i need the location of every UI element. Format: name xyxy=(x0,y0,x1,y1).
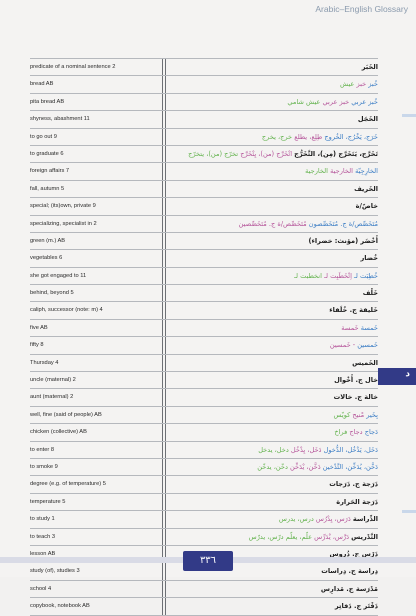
glossary-row xyxy=(30,355,378,372)
arabic-term: اِتْخَطَبِت لـ xyxy=(321,271,354,280)
column-divider xyxy=(162,285,166,301)
arabic-entry xyxy=(168,163,378,179)
english-entry: copybook, notebook AB xyxy=(30,603,90,610)
arabic-term: عيش xyxy=(340,80,355,89)
arabic-entry xyxy=(168,389,378,405)
arabic-term: خَرَج، يَخْرُج، الخُروج xyxy=(324,132,378,141)
arabic-term: خَليفة ج. خُلَفاء xyxy=(329,306,378,315)
arabic-entry xyxy=(168,459,378,475)
arabic-term: تخرّج (من)، يتخرّج xyxy=(188,149,239,158)
column-divider xyxy=(162,302,166,318)
arabic-term: الخَريف xyxy=(354,184,378,193)
arabic-entry xyxy=(168,94,378,110)
glossary-row xyxy=(30,476,378,493)
arabic-term: خبز عربي xyxy=(320,97,352,106)
glossary-row xyxy=(30,233,378,250)
letter-tab xyxy=(378,368,416,385)
arabic-entry xyxy=(168,372,378,388)
arabic-term: الخارِجِيّة xyxy=(355,167,378,176)
glossary-row xyxy=(30,302,378,319)
english-entry: temperature 5 xyxy=(30,498,66,505)
english-entry: fifty 8 xyxy=(30,342,44,349)
english-entry: school 4 xyxy=(30,585,52,592)
arabic-entry xyxy=(168,268,378,284)
english-entry: caliph, successor (note: m) 4 xyxy=(30,307,103,314)
arabic-term: الدِّراسة xyxy=(352,515,378,524)
column-divider xyxy=(162,494,166,510)
glossary-row xyxy=(30,94,378,111)
arabic-term: دَرَجة ج. دَرَجات xyxy=(329,480,378,489)
arabic-entry xyxy=(168,494,378,510)
glossary-row xyxy=(30,389,378,406)
glossary-row xyxy=(30,250,378,267)
english-entry: vegetables 6 xyxy=(30,255,63,262)
english-entry: predicate of a nominal sentence 2 xyxy=(30,64,116,70)
column-divider xyxy=(162,372,166,388)
arabic-term: خُضار xyxy=(360,254,378,263)
column-divider xyxy=(162,511,166,527)
glossary-row xyxy=(30,181,378,198)
english-entry: specializing, specialist in 2 xyxy=(30,220,97,227)
column-divider xyxy=(162,216,166,232)
english-entry: special; (its)own, private 9 xyxy=(30,203,96,210)
arabic-term: درس، يدرس xyxy=(278,515,314,524)
english-entry: well, fine (said of people) AB xyxy=(30,411,102,418)
arabic-term: طِلِع، يطلع xyxy=(292,132,325,141)
glossary-row xyxy=(30,511,378,528)
arabic-entry xyxy=(168,476,378,492)
english-entry: shyness, abashment 11 xyxy=(30,116,90,123)
arabic-term: دجاج xyxy=(347,428,365,437)
glossary-row xyxy=(30,581,378,598)
arabic-entry xyxy=(168,302,378,318)
arabic-term: درّس، يدرّس xyxy=(248,532,284,541)
glossary-row xyxy=(30,58,378,76)
arabic-term: دَرَجة الحَرارة xyxy=(336,497,378,506)
arabic-term: انخطبت لـ xyxy=(294,271,322,280)
arabic-term: مُتَخَصِّص/ة ج. مُتَخَصِّصين xyxy=(238,219,309,228)
english-entry: to go out 9 xyxy=(30,133,57,140)
column-divider xyxy=(162,181,166,197)
arabic-term: دَخَل، يِدْخُل xyxy=(288,445,324,454)
arabic-term: تَخَرَّج، يَتَخَرَّج (مِن)، التَّخَرُّج xyxy=(294,149,378,158)
arabic-entry xyxy=(168,250,378,266)
glossary-row xyxy=(30,129,378,146)
arabic-term: خالة ج. خالات xyxy=(333,393,378,402)
english-entry: behind, beyond 5 xyxy=(30,290,74,297)
page-number: ٣٣٦ xyxy=(183,551,233,571)
column-divider xyxy=(162,476,166,492)
glossary-row xyxy=(30,529,378,546)
english-entry: uncle (maternal) 2 xyxy=(30,377,76,384)
arabic-term: دِراسة ج. دِراسات xyxy=(321,567,378,576)
arabic-term: علّم، يعلّم xyxy=(283,532,313,541)
english-entry: green (m.) AB xyxy=(30,237,66,244)
arabic-term: مَدْرَسة ج. مَدارِس xyxy=(320,584,378,593)
arabic-term: دَخَّن، يْدَخِّن xyxy=(287,462,323,471)
arabic-term: دَخَل، يَدْخُل، الدُّخول xyxy=(323,445,378,454)
glossary-row xyxy=(30,337,378,354)
arabic-entry xyxy=(168,355,378,371)
english-entry: chicken (collective) AB xyxy=(30,429,87,436)
arabic-term: خاصّ/ة xyxy=(355,202,378,211)
column-divider xyxy=(162,198,166,214)
column-divider xyxy=(162,59,166,75)
side-marker-bottom xyxy=(402,510,416,513)
column-divider xyxy=(162,233,166,249)
glossary-row xyxy=(30,407,378,424)
glossary-row xyxy=(30,111,378,128)
arabic-term: دَفْتَر ج. دَفاتِر xyxy=(334,602,378,611)
glossary-row xyxy=(30,442,378,459)
english-entry: study (of), studies 3 xyxy=(30,568,80,575)
english-entry: lesson AB xyxy=(30,550,56,557)
column-divider xyxy=(162,337,166,353)
arabic-entry xyxy=(168,129,378,145)
arabic-term: عيش شامي xyxy=(287,97,321,106)
arabic-term: خَمسة xyxy=(341,323,361,332)
english-entry: degree (e.g. of temperature) 5 xyxy=(30,481,106,488)
column-divider xyxy=(162,129,166,145)
english-entry: pita bread AB xyxy=(30,98,65,105)
arabic-entry xyxy=(168,407,378,423)
arabic-term: مُتَخَصِّص/ة ج. مُتَخَصِّصون xyxy=(308,219,378,228)
glossary-row xyxy=(30,598,378,615)
glossary-row xyxy=(30,372,378,389)
column-divider xyxy=(162,250,166,266)
english-entry: five AB xyxy=(30,324,48,331)
english-entry: Thursday 4 xyxy=(30,359,59,366)
arabic-entry xyxy=(168,598,378,614)
arabic-term: دَجاج xyxy=(364,428,378,437)
english-entry: to graduate 6 xyxy=(30,150,64,157)
arabic-term: مْنيح xyxy=(350,410,367,419)
arabic-entry xyxy=(168,216,378,232)
arabic-term: دَخَّن، يُدَخِّن، التَّدْخين xyxy=(322,462,378,471)
glossary-row xyxy=(30,268,378,285)
arabic-entry xyxy=(168,511,378,527)
arabic-term: التَّدْريس xyxy=(351,532,378,541)
arabic-term: أَخْضَر (مؤنث: خضراء) xyxy=(308,236,378,245)
column-divider xyxy=(162,424,166,440)
arabic-entry xyxy=(168,59,378,75)
arabic-term: الخارجية xyxy=(305,167,328,176)
arabic-term: دَرَس، يِدْرُس xyxy=(313,515,353,524)
column-divider xyxy=(162,320,166,336)
column-divider xyxy=(162,146,166,162)
column-divider xyxy=(162,459,166,475)
arabic-term: الخَجَل xyxy=(357,115,378,124)
arabic-entry xyxy=(168,111,378,127)
english-entry: to study 1 xyxy=(30,516,55,523)
glossary-row xyxy=(30,216,378,233)
arabic-entry xyxy=(168,198,378,214)
column-divider xyxy=(162,76,166,92)
side-marker-top xyxy=(402,114,416,117)
arabic-entry xyxy=(168,581,378,597)
arabic-term: الخارجية xyxy=(328,167,356,176)
arabic-entry xyxy=(168,529,378,545)
arabic-term: دخل، يدخل xyxy=(258,445,289,454)
arabic-entry xyxy=(168,320,378,336)
arabic-term: كويّس xyxy=(333,410,351,419)
arabic-entry xyxy=(168,233,378,249)
english-entry: bread AB xyxy=(30,81,54,88)
column-divider xyxy=(162,442,166,458)
glossary-row xyxy=(30,494,378,511)
english-entry: to teach 3 xyxy=(30,533,55,540)
column-divider xyxy=(162,111,166,127)
glossary-row xyxy=(30,146,378,163)
arabic-term: دَرَّس، يْدَرِّس xyxy=(312,532,352,541)
arabic-entry xyxy=(168,442,378,458)
arabic-term: الخَبَر xyxy=(361,63,378,71)
column-divider xyxy=(162,94,166,110)
arabic-term: دَرْس ج. دُروس xyxy=(329,549,378,558)
arabic-term: خُبز xyxy=(368,80,378,89)
english-entry: fall, autumn 5 xyxy=(30,185,65,192)
glossary-row xyxy=(30,320,378,337)
arabic-entry xyxy=(168,285,378,301)
arabic-term: خُبز عربي xyxy=(351,97,378,106)
english-entry: she got engaged to 11 xyxy=(30,272,87,279)
arabic-term: خَمسة xyxy=(360,323,378,332)
arabic-term: خُطِبَت لـ xyxy=(354,271,378,280)
column-divider xyxy=(162,268,166,284)
english-entry: to enter 8 xyxy=(30,446,55,453)
arabic-term: خبز xyxy=(354,80,369,89)
glossary-row xyxy=(30,163,378,180)
column-divider xyxy=(162,355,166,371)
arabic-term: الخَميس xyxy=(352,358,378,367)
arabic-entry xyxy=(168,337,378,353)
arabic-entry xyxy=(168,181,378,197)
arabic-term: اتْخَرَّج (من)، يِتْخَرَّج xyxy=(238,149,295,158)
arabic-term: بِخَير xyxy=(366,410,378,419)
glossary-row xyxy=(30,459,378,476)
arabic-term: خرج، يخرج xyxy=(261,132,293,141)
arabic-term: خَلْف xyxy=(362,289,378,298)
arabic-entry xyxy=(168,76,378,92)
arabic-term: فراخ xyxy=(334,428,348,437)
column-divider xyxy=(162,163,166,179)
column-divider xyxy=(162,407,166,423)
english-entry: foreign affairs 7 xyxy=(30,168,70,175)
arabic-term: - خَمسين xyxy=(329,341,358,350)
glossary-row xyxy=(30,76,378,93)
letter-tab-label: د xyxy=(405,369,410,379)
page-header-title: Arabic–English Glossary xyxy=(315,4,408,14)
glossary-row xyxy=(30,285,378,302)
english-entry: to smoke 9 xyxy=(30,463,58,470)
column-divider xyxy=(162,581,166,597)
column-divider xyxy=(162,389,166,405)
column-divider xyxy=(162,529,166,545)
arabic-entry xyxy=(168,424,378,440)
arabic-term: خال ج. أَخْوال xyxy=(334,376,378,385)
glossary-row xyxy=(30,424,378,441)
arabic-term: خَمسين xyxy=(357,341,378,350)
column-divider xyxy=(162,598,166,614)
glossary-table xyxy=(30,58,378,616)
arabic-entry xyxy=(168,146,378,162)
page-footer xyxy=(0,549,416,577)
glossary-row xyxy=(30,198,378,215)
arabic-term: دخّن، يدخّن xyxy=(257,462,288,471)
english-entry: aunt (maternal) 2 xyxy=(30,394,74,401)
